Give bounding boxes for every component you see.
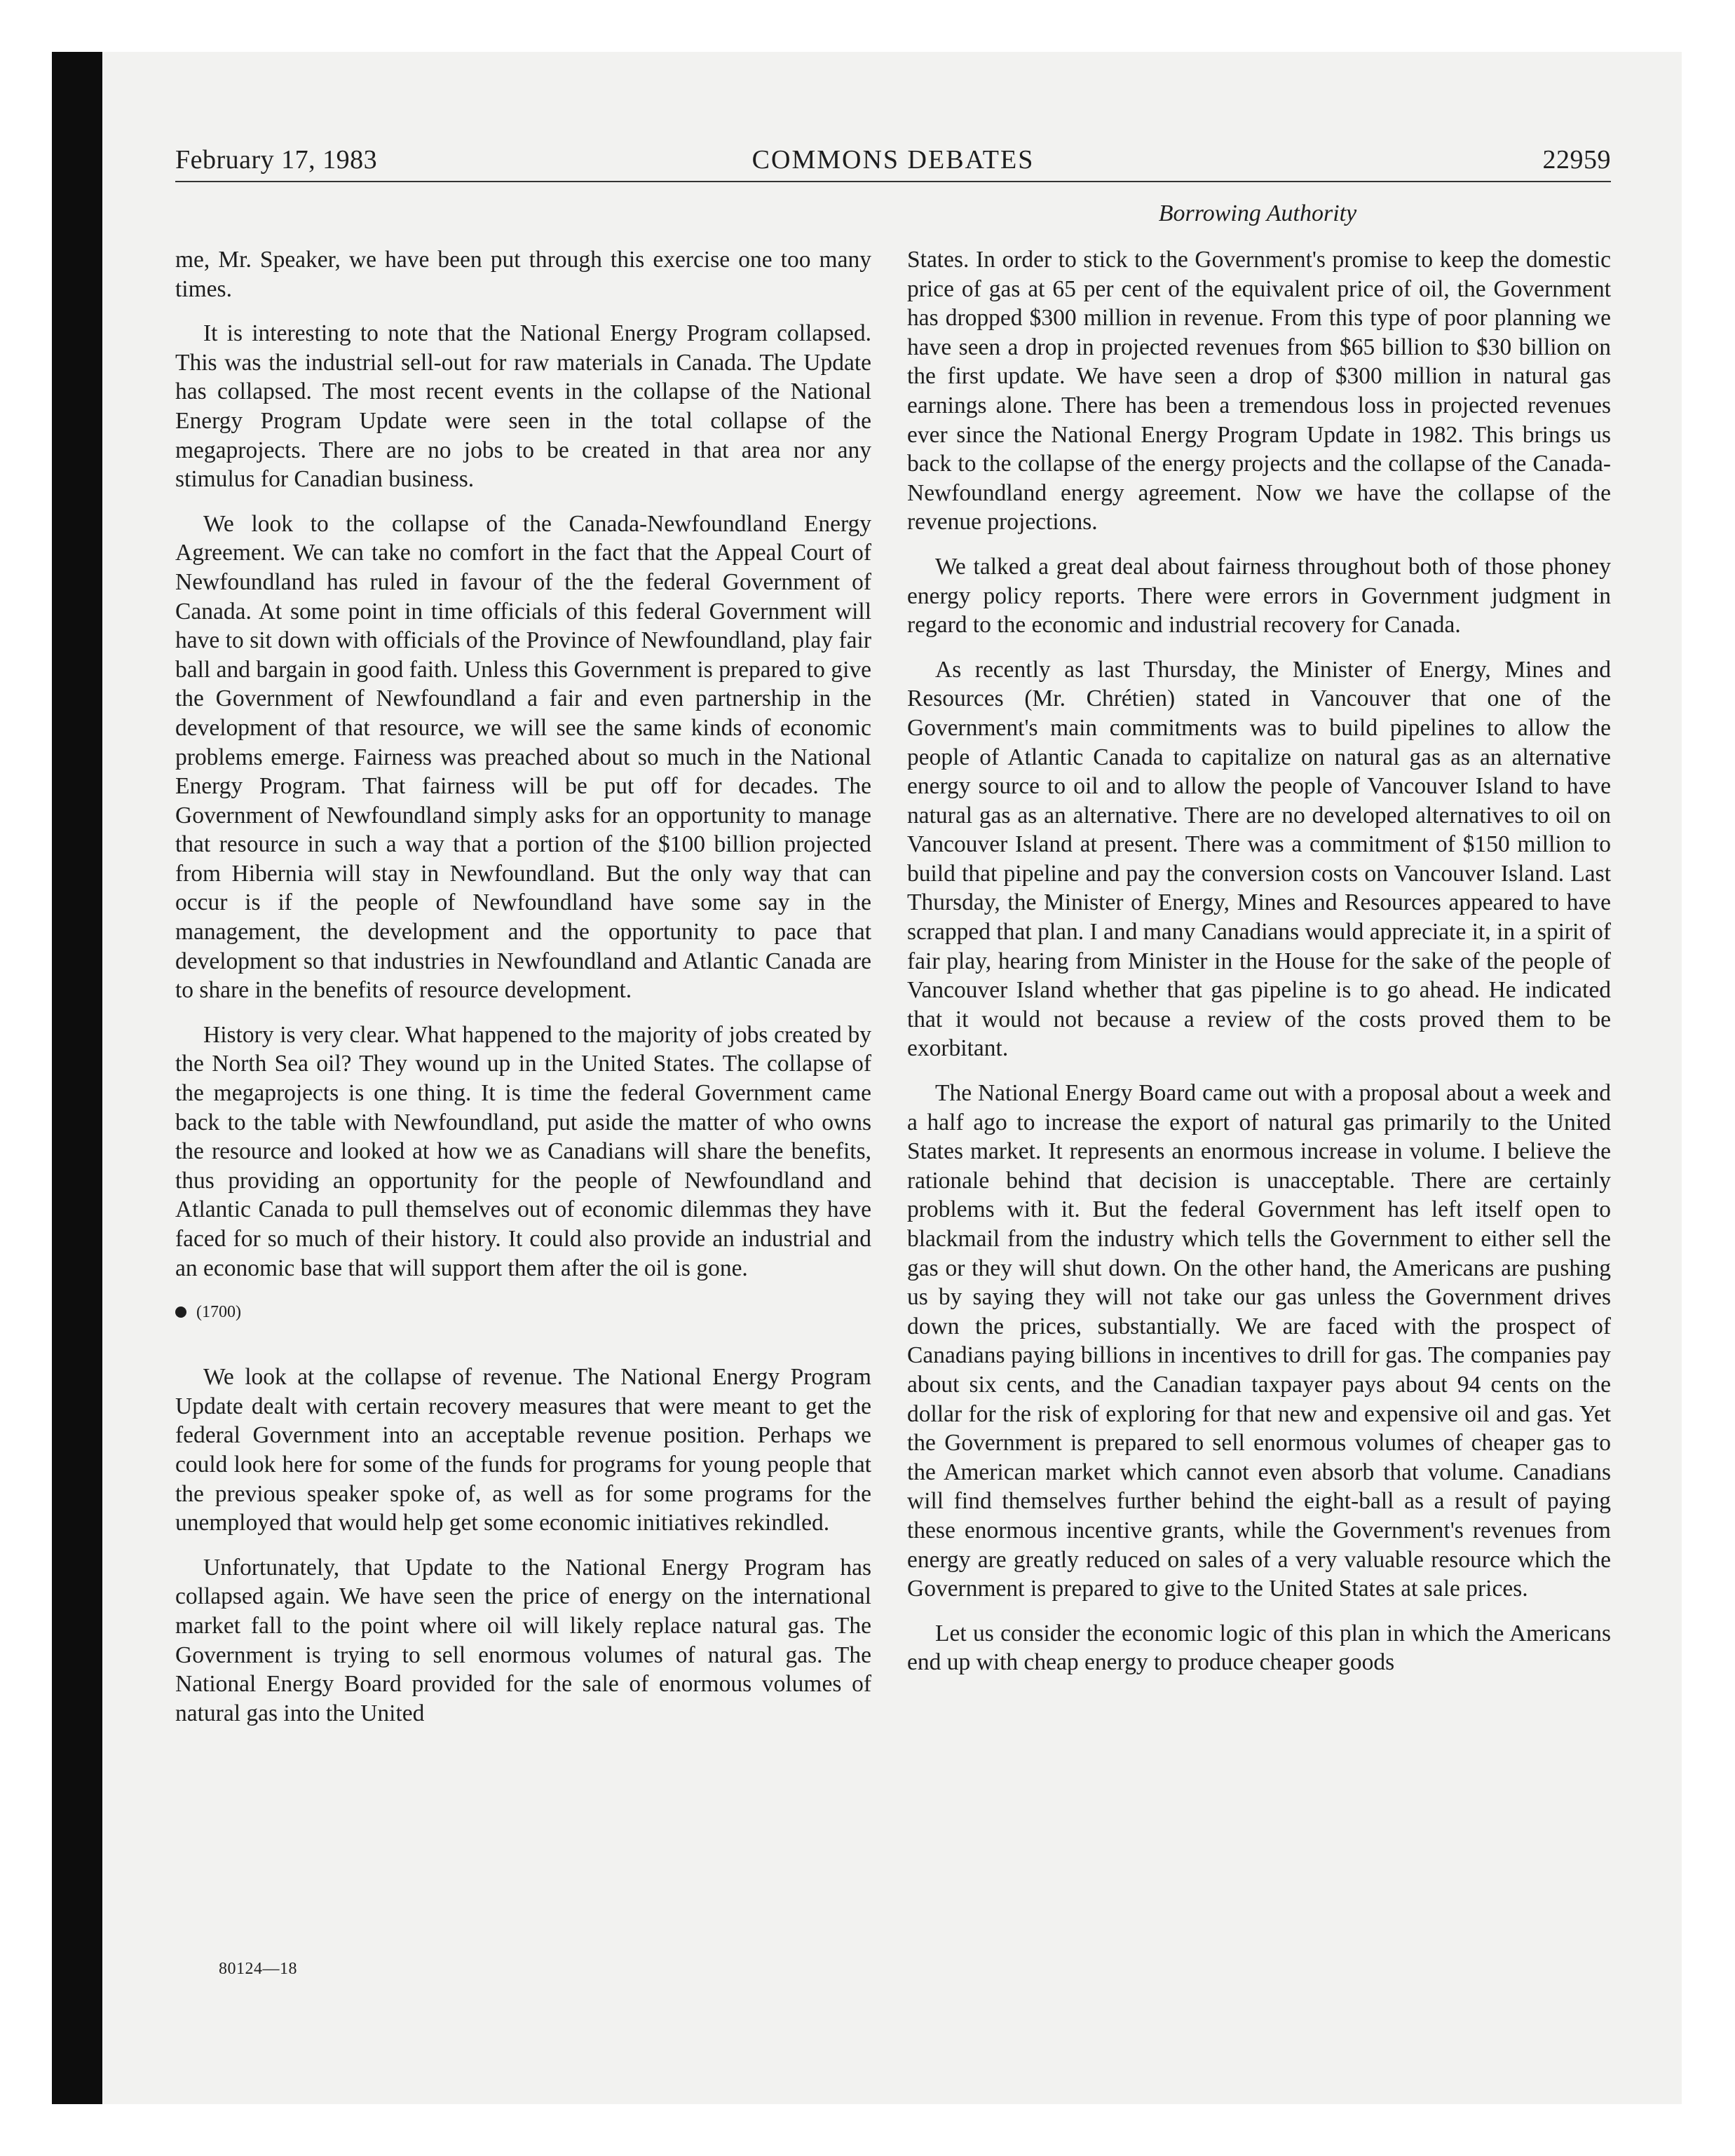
header-rule (175, 181, 1611, 182)
paragraph: The National Energy Board came out with a proposal about a week and a half ago to increase the export of natural gas primarily to the United States market. It represents an enormous increase in volume. I believe the rationale behind that decision is unacceptable. There are certainly problems with it. But the federal Government has left itself open to blackmail from the industry which tells the Government to either sell the gas or they will shut down. On the other hand, the Americans are pushing us by saying they will not take our gas unless the Government drives down the prices, substantially. We are faced with the prospect of Canadians paying billions in incentives to drill for gas. The companies pay about six cents, and the Canadian taxpayer pays about 94 cents on the dollar for the risk of exploring for that new and expensive oil and gas. Yet the Government is prepared to sell enormous volumes of cheaper gas to the American market which cannot even absorb that volume. Canadians will find themselves further behind the eight-ball as a result of paying these enormous incentive grants, while the Government's revenues from energy are greatly reduced on sales of a very valuable resource which the Government is prepared to give to the United States at sale prices. (907, 1080, 1611, 1602)
paragraph: It is interesting to note that the National Energy Program collapsed. This was the industrial sell-out for raw materials in Canada. The Update has collapsed. The most recent events in the collapse of the National Energy Program Update were seen in the total collapse of the megaprojects. There are no jobs to be created in that area nor any stimulus for Canadian business. (175, 320, 871, 493)
running-header (175, 144, 1611, 182)
left-column (175, 245, 871, 1743)
header-title: COMMONS DEBATES (751, 145, 1035, 175)
paragraph: We talked a great deal about fairness throughout both of those phoney energy policy reports. There were errors in Government judgment in regard to the economic and industrial recovery for Canada. (907, 553, 1611, 639)
paragraph: As recently as last Thursday, the Minister of Energy, Mines and Resources (Mr. Chrétien) stated in Vancouver that one of the Government's main commitments was to build pipelines to allow the people of Atlantic Canada to capitalize on natural gas as an alternative energy source to oil and to allow the people of Vancouver Island to have natural gas as an alternative. There are no developed alternatives to oil on Vancouver Island at present. There was a commitment of $150 million to build that pipeline and pay the conversion costs on Vancouver Island. Last Thursday, the Minister of Energy, Mines and Resources appeared to have scrapped that plan. I and many Canadians would appreciate it, in a spirit of fair play, hearing from Minister in the House for the sake of the people of Vancouver Island whether that gas pipeline is to go ahead. He indicated that it would not because a review of the costs proved them to be exorbitant. (907, 656, 1611, 1062)
right-column (907, 245, 1611, 1693)
paragraph: Unfortunately, that Update to the National Energy Program has collapsed again. We have seen the price of energy on the international market fall to the point where oil will likely replace natural gas. The Government is trying to sell enormous volumes of natural gas. The National Energy Board provided for the sale of enormous volumes of natural gas into the United (175, 1554, 871, 1726)
header-date: February 17, 1983 (175, 145, 378, 175)
paragraph: States. In order to stick to the Government's promise to keep the domestic price of gas at 65 per cent of the equivalent price of oil, the Government has dropped $300 million in revenue. From this type of poor planning we have seen a drop in projected revenues from $65 billion to $30 billion on the first update. We have seen a drop of $300 million in natural gas earnings alone. There has been a tremendous loss in projected revenues ever since the National Energy Program Update in 1982. This brings us back to the collapse of the energy projects and the collapse of the Canada-Newfoundland energy agreement. Now we have the collapse of the revenue projections. (907, 247, 1611, 535)
header-page-number: 22959 (1542, 145, 1611, 175)
bullet-icon (175, 1306, 186, 1318)
footer-code: 80124—18 (219, 1960, 297, 1978)
scan-binding-edge (52, 52, 102, 2104)
paragraph: We look to the collapse of the Canada-Newfoundland Energy Agreement. We can take no comfort in the fact that the Appeal Court of Newfoundland has ruled in favour of the the federal Government of Canada. At some point in time officials of this federal Government will have to sit down with officials of the Province of Newfoundland, play fair ball and bargain in good faith. Unless this Government is prepared to give the Government of Newfoundland a fair and even partnership in the development of that resource, we will see the same kinds of economic problems emerge. Fairness was preached about so much in the National Energy Program. That fairness will be put off for decades. The Government of Newfoundland simply asks for an opportunity to manage that resource in such a way that a portion of the $100 billion projected from Hibernia will stay in Newfoundland. But the only way that can occur is if the people of Newfoundland have some say in the management, the development and the opportunity to pace that development so that industries in Newfoundland and Atlantic Canada are to share in the benefits of resource development. (175, 510, 871, 1004)
time-marker (175, 1298, 871, 1326)
time-marker-text: (1700) (196, 1303, 241, 1322)
paragraph: We look at the collapse of revenue. The National Energy Program Update dealt with certain recovery measures that were meant to get the federal Government into an acceptable revenue position. Perhaps we could look here for some of the funds for programs for young people that the previous speaker spoke of, as well as for some programs for the unemployed that would help get some economic initiatives rekindled. (175, 1364, 871, 1536)
paragraph: Let us consider the economic logic of this plan in which the Americans end up with cheap energy to produce cheaper goods (907, 1620, 1611, 1676)
paragraph: History is very clear. What happened to the majority of jobs created by the North Sea oil? They wound up in the United States. The collapse of the megaprojects is one thing. It is time the federal Government came back to the table with Newfoundland, put aside the matter of who owns the resource and looked at how we as Canadians will share the benefits, thus providing an opportunity for the people of Newfoundland and Atlantic Canada to pull themselves out of economic dilemmas they have faced for so much of their history. It could also provide an industrial and an economic base that will support them after the oil is gone. (175, 1021, 871, 1281)
paragraph: me, Mr. Speaker, we have been put through this exercise one too many times. (175, 247, 871, 302)
subject-heading: Borrowing Authority (1158, 200, 1357, 226)
